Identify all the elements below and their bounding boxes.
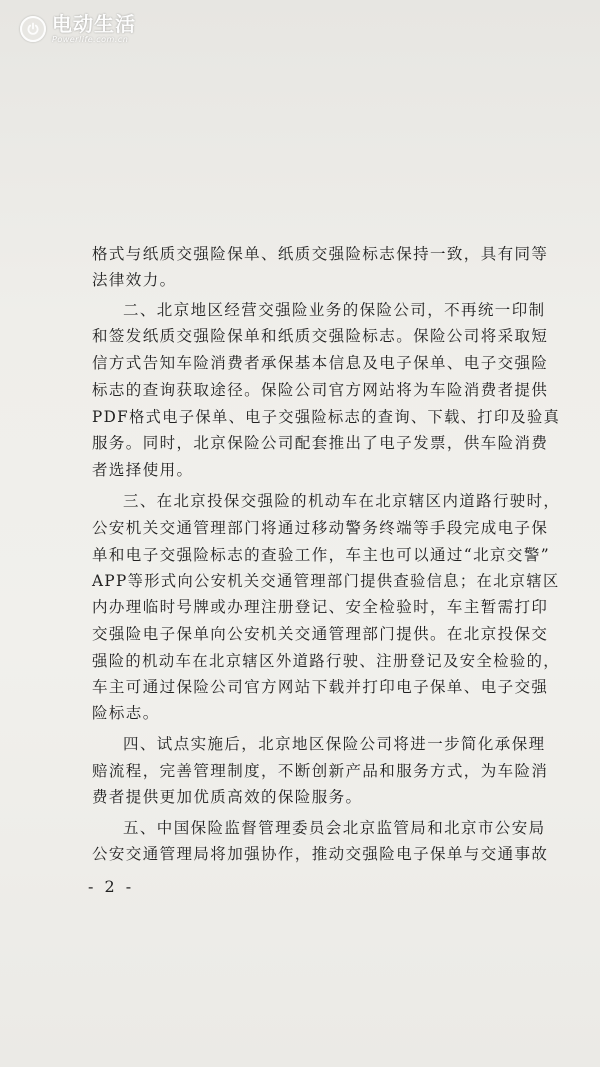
- document-line: 者选择使用。: [92, 461, 194, 479]
- document-line: 内办理临时号牌或办理注册登记、安全检验时，车主暂需打印: [92, 598, 549, 616]
- power-icon: [20, 16, 46, 42]
- document-line: 费者提供更加优质高效的保险服务。: [92, 788, 363, 806]
- document-line: 四、试点实施后，北京地区保险公司将进一步简化承保理: [123, 735, 546, 753]
- document-line: 五、中国保险监督管理委员会北京监管局和北京市公安局: [123, 819, 546, 837]
- document-line: 险标志。: [92, 704, 160, 722]
- document-line: 和签发纸质交强险保单和纸质交强险标志。保险公司将采取短: [92, 327, 549, 345]
- document-line: 格式与纸质交强险保单、纸质交强险标志保持一致，具有同等: [92, 245, 549, 263]
- document-line: 法律效力。: [92, 271, 177, 289]
- document-line: PDF格式电子保单、电子交强险标志的查询、下载、打印及验真: [92, 408, 561, 426]
- document-line: 强险的机动车在北京辖区外道路行驶、注册登记及安全检验的，: [92, 652, 560, 670]
- document-line: 信方式告知车险消费者承保基本信息及电子保单、电子交强险: [92, 354, 549, 372]
- document-line: 三、在北京投保交强险的机动车在北京辖区内道路行驶时，: [123, 492, 561, 510]
- document-line: 单和电子交强险标志的查验工作，车主也可以通过“北京交警”: [92, 546, 551, 564]
- document-line: 标志的查询获取途径。保险公司官方网站将为车险消费者提供: [92, 381, 549, 399]
- document-line: 二、北京地区经营交强险业务的保险公司，不再统一印制: [123, 301, 546, 319]
- page-number: - 2 -: [88, 877, 135, 896]
- document-line: 车主可通过保险公司官方网站下载并打印电子保单、电子交强: [92, 678, 549, 696]
- document-line: 交强险电子保单向公安机关交通管理部门提供。在北京投保交: [92, 625, 549, 643]
- document-line: 公安机关交通管理部门将通过移动警务终端等手段完成电子保: [92, 519, 549, 537]
- document-line: 赔流程，完善管理制度，不断创新产品和服务方式，为车险消: [92, 762, 549, 780]
- watermark-subtitle: Powerlife.com.cn: [52, 35, 129, 44]
- document-line: APP等形式向公安机关交通管理部门提供查验信息；在北京辖区: [92, 572, 560, 590]
- watermark-title: 电动生活: [52, 12, 136, 36]
- document-line: 公安交通管理局将加强协作，推动交强险电子保单与交通事故: [92, 845, 549, 863]
- document-line: 服务。同时，北京保险公司配套推出了电子发票，供车险消费: [92, 434, 549, 452]
- site-watermark: [20, 14, 136, 44]
